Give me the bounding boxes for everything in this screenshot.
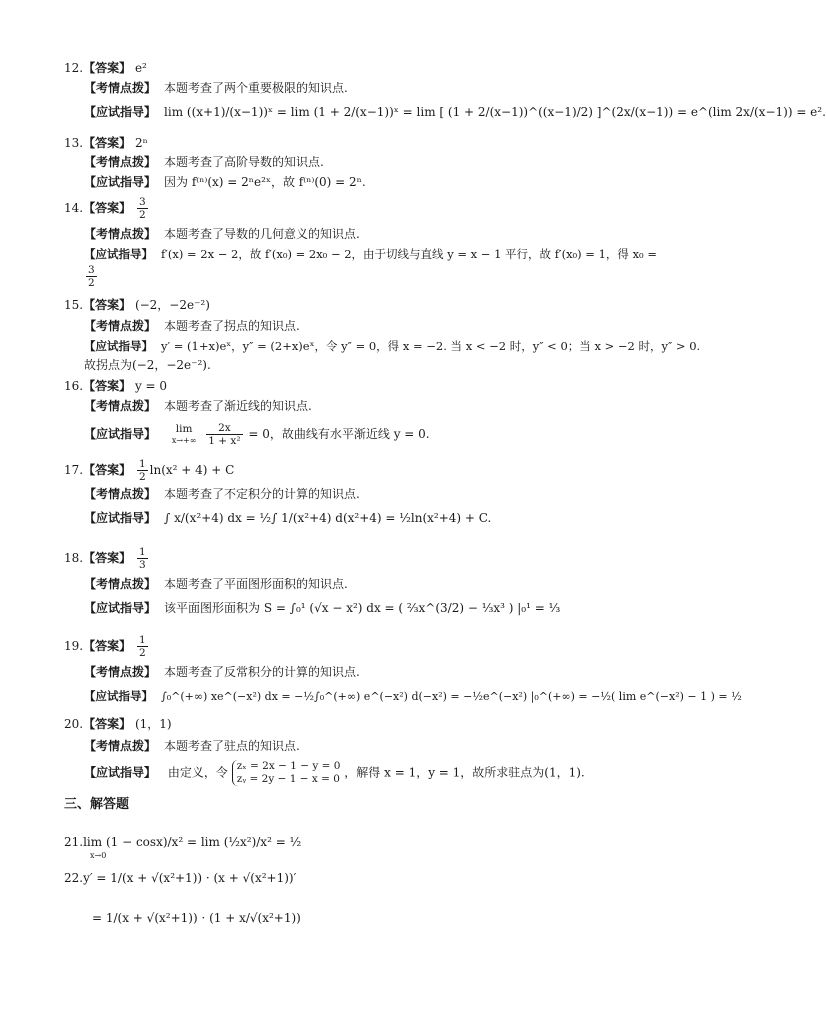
q18-analysis: 【考情点拨】 本题考查了平面图形面积的知识点. xyxy=(84,577,348,591)
q12-guide: 【应试指导】 lim ((x+1)/(x−1))ˣ = lim (1 + 2/(x−1))ˣ = lim [ (1 + 2/(x−1))^((x−1)/2) ]^(2x/(x−1)) = e^(lim 2x/(x−1)) = e². xyxy=(84,105,826,119)
q19-guide: 【应试指导】 ∫₀^(+∞) xe^(−x²) dx = −½∫₀^(+∞) e^(−x²) d(−x²) = −½e^(−x²) |₀^(+∞) = −½( lim e^(−x²) − 1 ) = ½ xyxy=(84,689,742,703)
q15-guide-line2: 故拐点为(−2，−2e⁻²). xyxy=(84,358,211,372)
q12-answer: 12.【答案】 e² xyxy=(64,61,147,75)
q15-answer: 15.【答案】 (−2，−2e⁻²) xyxy=(64,298,210,312)
q15-analysis: 【考情点拨】 本题考查了拐点的知识点. xyxy=(84,319,300,333)
q13-analysis: 【考情点拨】 本题考查了高阶导数的知识点. xyxy=(84,155,324,169)
section-3-title: 三、解答题 xyxy=(64,797,130,812)
q13-answer: 13.【答案】 2ⁿ xyxy=(64,136,148,150)
q20-guide: 【应试指导】 由定义，令 zₓ = 2x − 1 − y = 0 zᵧ = 2y − 1 − x = 0 ，解得 x = 1，y = 1，故所求驻点为(1，1). xyxy=(84,760,585,785)
q22-line2: = 1/(x + √(x²+1)) · (1 + x/√(x²+1)) xyxy=(92,911,301,925)
q14-answer-fraction: $\frac{3}{2}$ xyxy=(138,196,146,221)
q14-guide: 【应试指导】 f′(x) = 2x − 2，故 f′(x₀) = 2x₀ − 2，由于切线与直线 y = x − 1 平行，故 f′(x₀) = 1，得 x₀ = xyxy=(84,247,657,261)
q16-guide: 【应试指导】 lim x→+∞ $\frac{2x}{\text{1 + x²}}$ = 0，故曲线有水平渐近线 y = 0. xyxy=(84,422,430,447)
q19-answer: 19.【答案】 $\frac{1}{2}$ xyxy=(64,634,146,659)
q22-line1: 22.y′ = 1/(x + √(x²+1)) · (x + √(x²+1))′ xyxy=(64,871,297,885)
q20-answer: 20.【答案】 (1，1) xyxy=(64,717,172,731)
q17-analysis: 【考情点拨】 本题考查了不定积分的计算的知识点. xyxy=(84,487,360,501)
q20-analysis: 【考情点拨】 本题考查了驻点的知识点. xyxy=(84,739,300,753)
q21-solution: 21.lim (1 − cosx)/x² = lim (½x²)/x² = ½ xyxy=(64,835,302,849)
q14-analysis: 【考情点拨】 本题考查了导数的几何意义的知识点. xyxy=(84,227,360,241)
q18-answer: 18.【答案】 $\frac{1}{3}$ xyxy=(64,546,146,571)
q17-guide: 【应试指导】 ∫ x/(x²+4) dx = ½∫ 1/(x²+4) d(x²+4) = ½ln(x²+4) + C. xyxy=(84,511,492,525)
q13-guide: 【应试指导】 因为 f⁽ⁿ⁾(x) = 2ⁿe²ˣ，故 f⁽ⁿ⁾(0) = 2ⁿ. xyxy=(84,175,366,189)
q16-answer: 16.【答案】 y = 0 xyxy=(64,379,168,393)
q17-answer: 17.【答案】 $\frac{1}{2}$ ln(x² + 4) + C xyxy=(64,458,235,483)
q15-guide: 【应试指导】 y′ = (1+x)eˣ，y″ = (2+x)eˣ，令 y″ = 0，得 x = −2. 当 x < −2 时，y″ < 0；当 x > −2 时，y″ > 0. xyxy=(84,339,701,353)
q12-analysis: 【考情点拨】 本题考查了两个重要极限的知识点. xyxy=(84,81,348,95)
q16-analysis: 【考情点拨】 本题考查了渐近线的知识点. xyxy=(84,399,312,413)
q19-analysis: 【考情点拨】 本题考查了反常积分的计算的知识点. xyxy=(84,665,360,679)
equation-system: zₓ = 2x − 1 − y = 0 zᵧ = 2y − 1 − x = 0 xyxy=(232,760,341,786)
q14-guide-tail: $\frac{3}{2}$ xyxy=(88,264,95,289)
q18-guide: 【应试指导】 该平面图形面积为 S = ∫₀¹ (√x − x²) dx = ( ⅔x^(3/2) − ⅓x³ ) |₀¹ = ⅓ xyxy=(84,601,561,615)
q14-answer: 14.【答案】 $\frac{3}{2}$ xyxy=(64,196,146,221)
q21-limit-sub: x→0 xyxy=(90,851,107,860)
